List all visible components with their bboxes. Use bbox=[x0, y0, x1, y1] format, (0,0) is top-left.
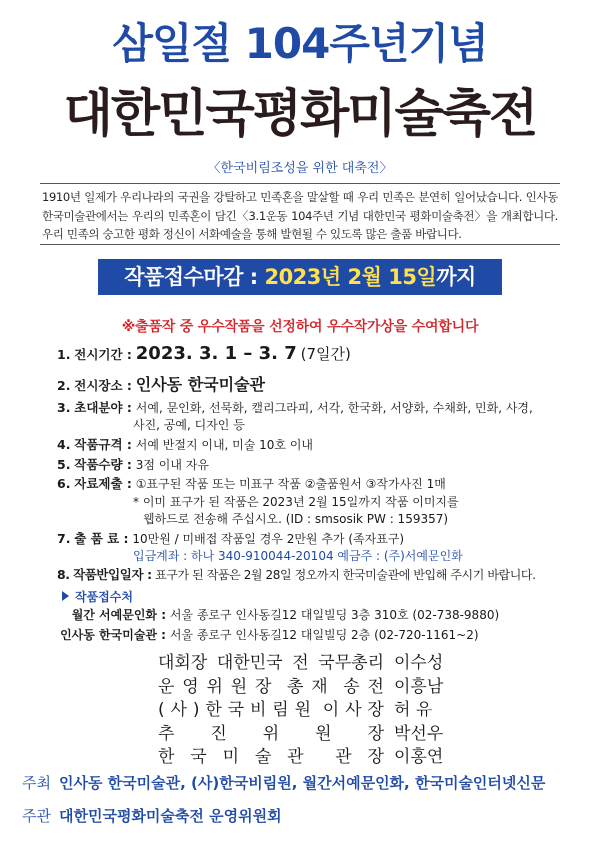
footer-organizer-value: 대한민국평화미술축전 운영위원회 bbox=[58, 807, 282, 825]
official-title: 대회장 대한민국 전 국무총리 bbox=[158, 653, 384, 673]
official-row bbox=[158, 676, 458, 700]
item-delivery-num: 8. bbox=[57, 567, 70, 582]
item-period-label: 전시기간 : bbox=[74, 347, 132, 362]
deadline-prefix: 작품접수마감 : bbox=[124, 265, 265, 289]
item-count-value: 3점 이내 자유 bbox=[135, 458, 209, 472]
footer-host bbox=[22, 772, 545, 793]
item-venue-value: 인사동 한국미술관 bbox=[135, 375, 265, 394]
item-docs bbox=[57, 474, 446, 492]
deadline-banner bbox=[98, 259, 502, 295]
item-count-num: 5. bbox=[57, 457, 71, 472]
item-count-label: 작품수량 : bbox=[74, 457, 132, 472]
item-fee-num: 7. bbox=[57, 531, 71, 546]
item-docs-label: 자료제출 : bbox=[74, 476, 132, 491]
item-fee bbox=[57, 529, 404, 547]
contact-heading-text: 작품접수처 bbox=[75, 590, 133, 604]
item-docs-value: ①표구된 작품 또는 미표구 작품 ②출품원서 ③작가사진 1매 bbox=[135, 477, 446, 491]
item-fee-account: 입금계좌 : 하나 340-910044-20104 예금주 : (주)서예문인화 bbox=[133, 549, 463, 563]
title-line1: 삼일절 104주년기념 bbox=[112, 19, 488, 68]
contact-row-1-name: 월간 서예문인화 : bbox=[71, 608, 166, 622]
triangle-bullet-icon bbox=[62, 591, 69, 601]
item-fields bbox=[57, 398, 533, 416]
official-name: 이흥남 bbox=[394, 676, 444, 697]
official-row bbox=[158, 746, 458, 770]
item-period-value: 2023. 3. 1 – 3. 7 bbox=[135, 343, 297, 364]
official-name: 이홍연 bbox=[394, 747, 444, 767]
item-fields-label: 초대분야 : bbox=[74, 400, 132, 415]
contact-heading bbox=[62, 588, 133, 605]
award-notice: ※출품작 중 우수작품을 선정하여 우수작가상을 수여합니다 bbox=[121, 319, 479, 335]
item-docs-num: 6. bbox=[57, 476, 71, 491]
contact-row-1 bbox=[48, 606, 499, 623]
footer-host-label: 주최 bbox=[22, 774, 51, 792]
item-size-value: 서예 반절지 이내, 미술 10호 이내 bbox=[135, 438, 314, 452]
official-row bbox=[158, 723, 458, 747]
item-fields-line2: 사진, 공예, 디자인 등 bbox=[133, 418, 245, 432]
item-period bbox=[57, 343, 351, 364]
item-fields-num: 3. bbox=[57, 400, 71, 415]
subtitle: 〈한국비림조성을 위한 대축전〉 bbox=[207, 161, 393, 176]
item-docs-note2: 웹하드로 전송해 주십시오. (ID : smsosik PW : 159357) bbox=[143, 512, 449, 526]
official-title: 추 진 위 원 장 bbox=[158, 723, 384, 744]
item-delivery bbox=[57, 565, 536, 583]
official-row bbox=[158, 699, 458, 723]
item-venue bbox=[57, 372, 265, 395]
item-delivery-value: 표구가 된 작품은 2월 28일 정오까지 한국미술관에 반입해 주시기 바랍니다. bbox=[155, 568, 536, 582]
footer-host-value: 인사동 한국미술관, (사)한국비림원, 월간서예문인화, 한국미술인터넷신문 bbox=[58, 774, 546, 792]
item-size-label: 작품규격 : bbox=[74, 437, 132, 452]
title-line2: 대한민국평화미술축전 bbox=[63, 85, 537, 144]
item-size-num: 4. bbox=[57, 437, 71, 452]
footer-organizer-label: 주관 bbox=[22, 807, 51, 825]
contact-row-2 bbox=[48, 626, 479, 643]
official-name: 이수성 bbox=[394, 653, 444, 673]
item-docs-note1: * 이미 표구가 된 작품은 2023년 2월 15일까지 작품 이미지를 bbox=[133, 495, 459, 509]
official-name: 박선우 bbox=[394, 723, 444, 744]
item-venue-label: 전시장소 : bbox=[74, 378, 132, 393]
item-venue-num: 2. bbox=[57, 378, 71, 393]
item-period-note: (7일간) bbox=[300, 345, 351, 363]
contact-row-2-value: 서울 종로구 인사동길12 대일빌딩 2층 (02-720-1161~2) bbox=[169, 628, 479, 642]
intro-paragraph: 1910년 일제가 우리나라의 국권을 강탈하고 민족혼을 말살할 때 우리 민족은 분연히 일어났습니다. 인사동 한국미술관에서는 우리의 민족혼이 담긴〈3.1운동 104주년 기념 대한민국 평화미술축전〉을 개최합니다. 우리 민족의 숭고한 평화 정신이 서화예술을 통해 발현될 수 있도록 많은 출품 바랍니다. bbox=[40, 183, 560, 245]
officials-list bbox=[158, 652, 458, 770]
contact-row-1-value: 서울 종로구 인사동길12 대일빌딩 3층 310호 (02-738-9880) bbox=[169, 608, 500, 622]
official-title: 운 영 위 원 장 총 재 송 전 bbox=[158, 676, 384, 697]
item-period-num: 1. bbox=[57, 347, 71, 362]
item-count bbox=[57, 455, 209, 473]
item-delivery-label: 작품반입일자 : bbox=[73, 567, 152, 582]
official-row bbox=[158, 652, 458, 676]
deadline-suffix: 까지 bbox=[436, 265, 476, 289]
official-title: ( 사 ) 한 국 비 림 원 이 사 장 bbox=[158, 700, 384, 720]
footer-organizer bbox=[22, 805, 282, 826]
official-name: 허 유 bbox=[394, 700, 433, 720]
item-size bbox=[57, 435, 313, 453]
item-fields-line1: 서예, 문인화, 선묵화, 캘리그라피, 서각, 한국화, 서양화, 수채화, 민화, 사경, bbox=[135, 401, 533, 415]
contact-row-2-name: 인사동 한국미술관 : bbox=[60, 628, 166, 642]
item-fee-label: 출 품 료 : bbox=[74, 531, 129, 546]
official-title: 한 국 미 술 관 관 장 bbox=[158, 747, 384, 767]
item-fee-value: 10만원 / 미배접 작품일 경우 2만원 추가 (족자표구) bbox=[132, 532, 405, 546]
deadline-date: 2023년 2월 15일 bbox=[264, 265, 437, 289]
